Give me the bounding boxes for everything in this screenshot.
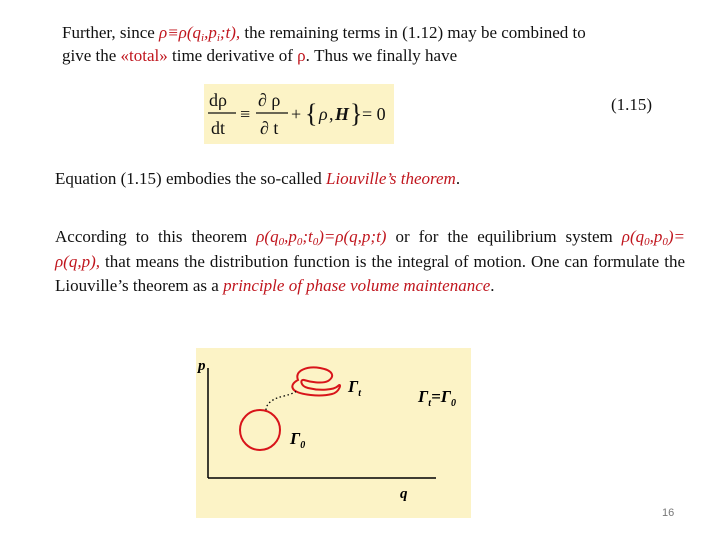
eq-plus: + — [291, 104, 302, 124]
liouville-text: Equation (1.15) embodies the so-called — [55, 169, 326, 188]
intro-text-end: the remaining terms in (1.12) may be combined to — [240, 23, 586, 42]
label-gamma-t: $\Gamma_t$ — [348, 377, 362, 399]
para-text: or for the equilibrium system — [386, 227, 622, 246]
phase-trajectory — [266, 390, 298, 410]
para-text: that means the distribution function is the integral of motion. One can formulate the Liouville’s theorem as a — [55, 251, 685, 295]
label-gamma-equality: $\Gamma_t=\Gamma_0$ — [418, 387, 457, 409]
equation-number: (1.15) — [611, 95, 653, 114]
formula-time: $\rho(q_0,p_0;t_0)=\rho(q,p;t)$ — [256, 227, 387, 248]
theorem-paragraph — [55, 225, 685, 299]
eq-equals: = 0 — [362, 104, 386, 124]
total-word: «total» — [120, 46, 168, 65]
eq-comma: , — [329, 104, 334, 124]
eq-brace-open: { — [305, 99, 318, 128]
liouville-line — [55, 168, 460, 190]
rho-formula: $\rho\equiv\rho(q_i,p_i;t)$, — [159, 23, 241, 44]
equation-box — [204, 84, 394, 144]
intro-line-2 — [62, 45, 457, 67]
gamma-0-region — [240, 410, 280, 450]
eq-partial-den: ∂ t — [260, 118, 279, 138]
formula-equilibrium: $\rho(q_0,p_0)= \rho(q,p)$, — [55, 227, 685, 271]
intro-text: give the — [62, 46, 121, 65]
eq-equiv: ≡ — [240, 104, 251, 124]
liouville-text-end: . — [455, 169, 461, 188]
para-text: According to this theorem — [55, 227, 257, 246]
intro-text: . Thus we finally have — [305, 46, 458, 65]
liouville-theorem-term: Liouville’s theorem — [325, 169, 456, 188]
axis-label-q: q — [400, 486, 408, 502]
principle-term: principle of phase volume maintenance — [223, 276, 491, 295]
eq-brace-close: } — [350, 99, 363, 128]
para-text-end: . — [490, 276, 495, 295]
intro-text: time derivative of — [167, 46, 298, 65]
eq-partial-num: ∂ ρ — [258, 90, 281, 110]
phase-space-diagram — [196, 348, 471, 518]
gamma-t-region — [292, 368, 340, 396]
eq-lhs-den: dt — [211, 118, 226, 138]
rho-symbol: ρ — [297, 46, 306, 65]
eq-lhs-num: dρ — [209, 90, 227, 110]
page-number: 16 — [662, 507, 675, 519]
eq-H: H — [335, 104, 350, 124]
phase-space-figure — [196, 348, 471, 518]
intro-text: Further, since — [62, 23, 160, 42]
eq-rho: ρ — [319, 104, 328, 124]
axis-label-p: p — [198, 358, 206, 374]
intro-line-1 — [62, 22, 586, 44]
label-gamma-0: $\Gamma_0$ — [290, 429, 306, 451]
equation-formula — [204, 84, 394, 144]
